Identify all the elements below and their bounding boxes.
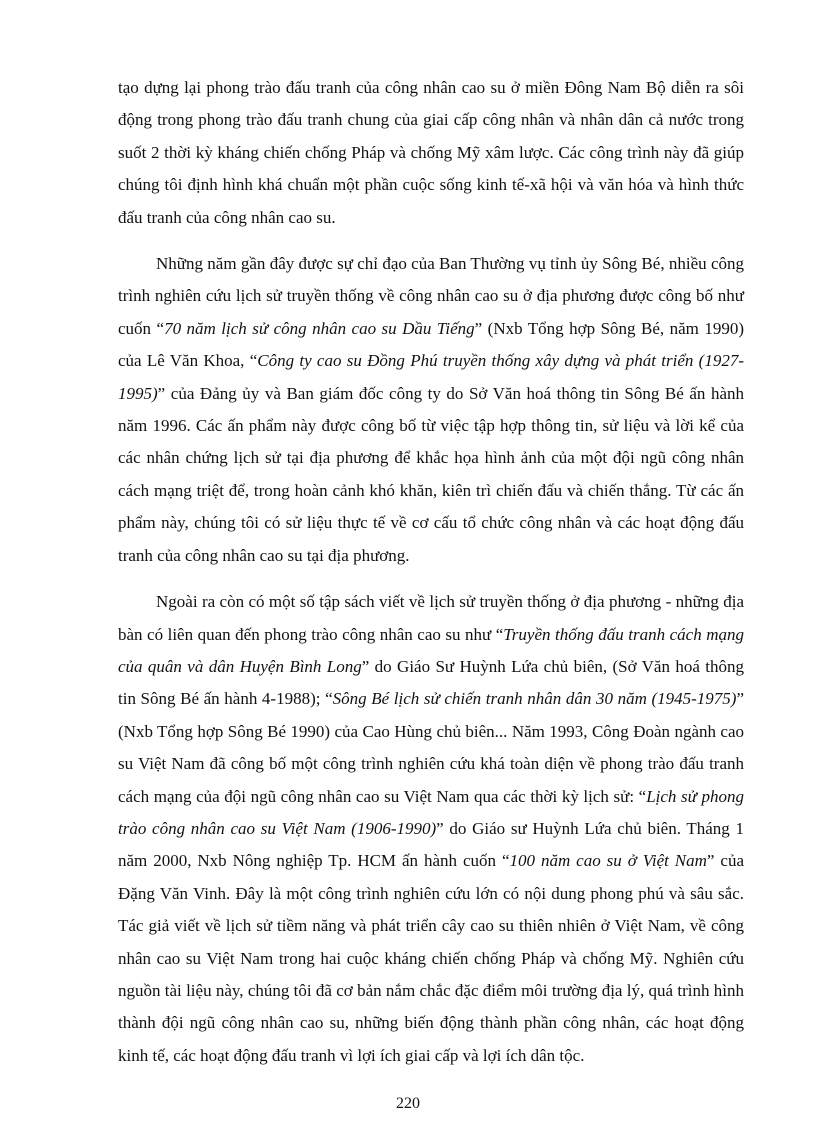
paragraph-text: ” (Nxb Tổng hợp Sông Bé, năm 1990) của Lê Văn Khoa, “: [118, 318, 744, 371]
paragraph-text: ” của Đảng ủy và Ban giám đốc công ty do Sở Văn hoá thông tin Sông Bé ấn hành năm 1996. Các ấn phẩm này được công bố từ việc tập hợp thông tin, sử liệu và lời kể của các nhân chứng lịch sử tại địa phương để khắc họa hình ảnh của một đội ngũ công nhân cách mạng triệt để, trong hoàn cảnh khó khăn, kiên trì chiến đấu và chiến thắng. Từ các ấn phẩm này, chúng tôi có sử liệu thực tế về cơ cấu tổ chức công nhân và các hoạt động đấu tranh của công nhân cao su tại địa phương.: [118, 383, 744, 565]
paragraph-3: [118, 586, 744, 1072]
page-number: 220: [396, 1095, 420, 1112]
document-page: [118, 72, 744, 1086]
paragraph-text: tạo dựng lại phong trào đấu tranh của công nhân cao su ở miền Đông Nam Bộ diễn ra sôi động trong phong trào đấu tranh chung của giai cấp công nhân và nhân dân cả nước trong suốt 2 thời kỳ kháng chiến chống Pháp và chống Mỹ xâm lược. Các công trình này đã giúp chúng tôi định hình khá chuẩn một phần cuộc sống kinh tế-xã hội và văn hóa và hình thức đấu tranh của công nhân cao su.: [118, 78, 744, 227]
paragraph-1: [118, 72, 744, 234]
paragraph-text: ” do Giáo sư Huỳnh Lứa chủ biên. Tháng 1 năm 2000, Nxb Nông nghiệp Tp. HCM ấn hành cuốn “: [118, 818, 745, 871]
book-title: Lịch sử phong trào công nhân cao su Việt Nam (1906-1990): [118, 786, 744, 838]
paragraph-text: ” do Giáo Sư Huỳnh Lứa chủ biên, (Sở Văn hoá thông tin Sông Bé ấn hành 4-1988); “: [118, 656, 744, 709]
book-title: 70 năm lịch sử công nhân cao su Dầu Tiếng: [164, 318, 475, 338]
book-title: Công ty cao su Đồng Phú truyền thống xây dựng và phát triển (1927-1995): [118, 351, 744, 403]
paragraph-text: ” của Đặng Văn Vinh. Đây là một công trình nghiên cứu lớn có nội dung phong phú và sâu sắc. Tác giả viết về lịch sử tiềm năng và phát triển cây cao su thiên nhiên ở Việt Nam, về công nhân cao su Việt Nam trong hai cuộc kháng chiến chống Pháp và chống Mỹ. Nghiên cứu nguồn tài liệu này, chúng tôi đã cơ bản nắm chắc đặc điểm môi trường địa lý, quá trình hình thành đội ngũ công nhân cao su, những biến động thành phần công nhân, các hoạt động kinh tế, các hoạt động đấu tranh vì lợi ích giai cấp và lợi ích dân tộc.: [118, 851, 745, 1065]
book-title: 100 năm cao su ở Việt Nam: [509, 851, 707, 871]
paragraph-2: [118, 248, 744, 572]
book-title: Truyền thống đấu tranh cách mạng của quân và dân Huyện Bình Long: [118, 624, 744, 676]
paragraph-text: ” (Nxb Tổng hợp Sông Bé 1990) của Cao Hùng chủ biên... Năm 1993, Công Đoàn ngành cao su Việt Nam đã công bố một công trình nghiên cứu khá toàn diện về phong trào đấu tranh cách mạng của đội ngũ công nhân cao su Việt Nam qua các thời kỳ lịch sử: “: [118, 689, 744, 806]
paragraph-text: Những năm gần đây được sự chỉ đạo của Ban Thường vụ tỉnh ủy Sông Bé, nhiều công trình nghiên cứu lịch sử truyền thống về công nhân cao su ở địa phương được công bố như cuốn “: [118, 254, 744, 338]
paragraph-text: Ngoài ra còn có một số tập sách viết về lịch sử truyền thống ở địa phương - những địa bàn có liên quan đến phong trào công nhân cao su như “: [118, 592, 744, 644]
book-title: Sông Bé lịch sử chiến tranh nhân dân 30 năm (1945-1975): [332, 689, 737, 709]
